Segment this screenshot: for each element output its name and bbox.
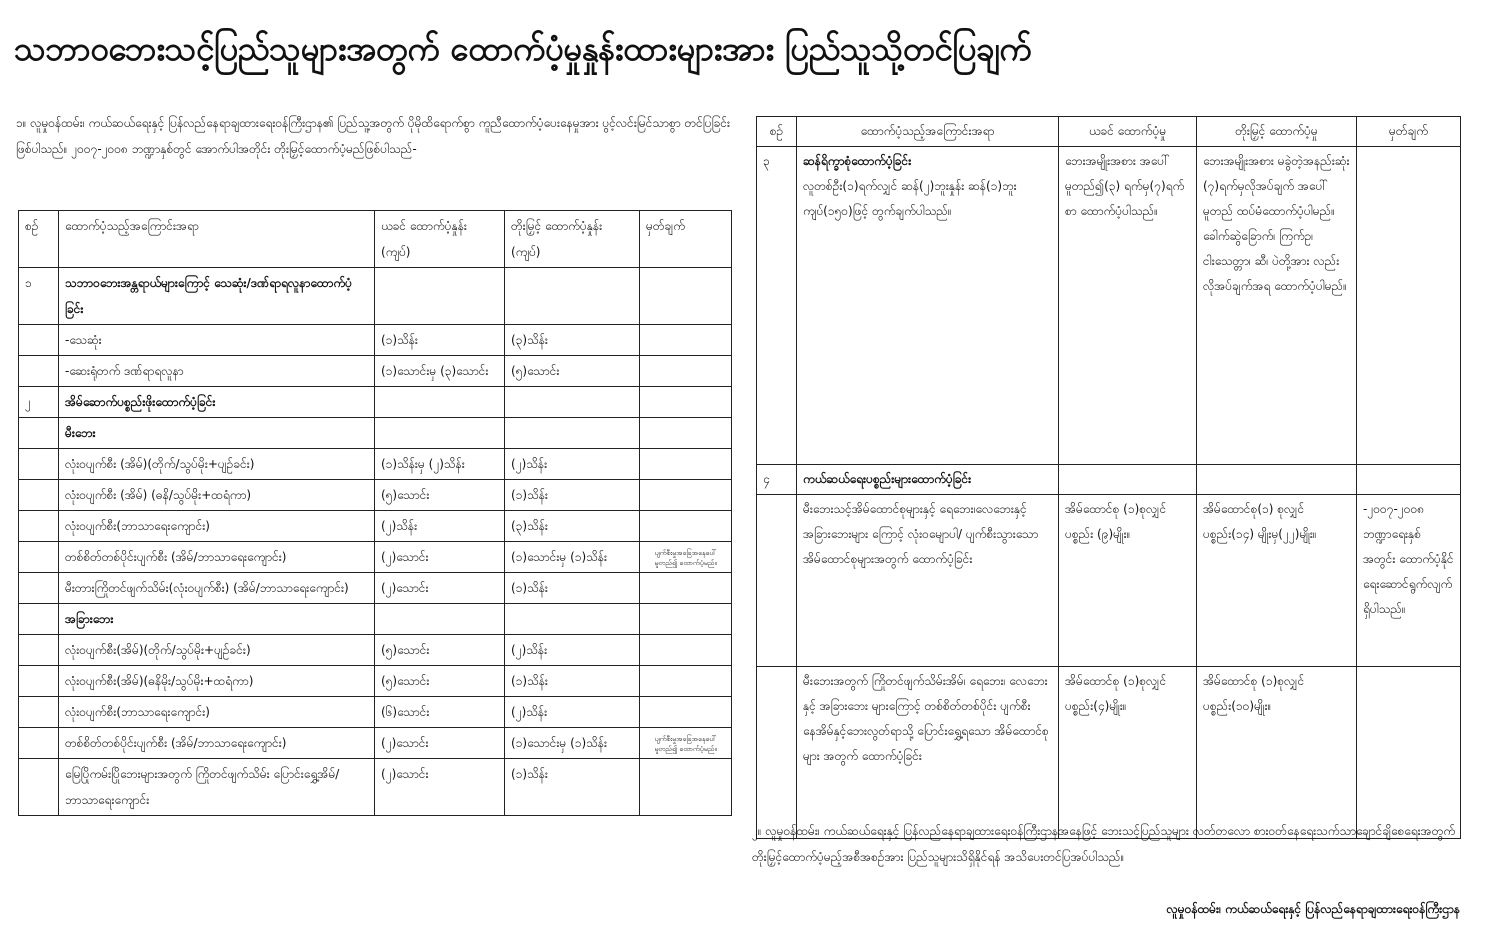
row-remark [1357, 465, 1461, 495]
row-old-rate: (၅)သောင်း [375, 480, 505, 511]
table-row [19, 635, 732, 666]
table-row [19, 666, 732, 697]
row-new-rate: (၁)သိန်း [505, 759, 640, 816]
row-old-rate: (၅)သောင်း [375, 666, 505, 697]
row-number [757, 667, 797, 839]
table-row [19, 759, 732, 816]
row-remark [640, 635, 732, 666]
row-item-cell [797, 667, 1059, 839]
ministry-signature: လူမှုဝန်ထမ်း၊ ကယ်ဆယ်ရေးနှင့် ပြန်လည်နေရာချထားရေးဝန်ကြီးဌာန [1166, 902, 1460, 916]
row-remark [640, 418, 732, 449]
row-new-rate [505, 268, 640, 325]
row-number [19, 542, 59, 573]
row-number [19, 666, 59, 697]
table-row [19, 697, 732, 728]
row-number [19, 635, 59, 666]
row-item: မီးတားကြိုတင်ဖျက်သိမ်း(လုံးဝပျက်စီး) (အိမ်/ဘာသာရေးကျောင်း) [59, 573, 375, 604]
row-item-heading: ကယ်ဆယ်ရေးပစ္စည်းများထောက်ပံ့ခြင်း [803, 472, 972, 486]
table-row [19, 511, 732, 542]
row-old-support [1059, 465, 1197, 495]
row-old-support: အိမ်ထောင်စု (၁)စုလျှင် ပစ္စည်း (၉)မျိုး။ [1059, 495, 1197, 667]
row-new-rate: (၃)သိန်း [505, 325, 640, 356]
row-item: အိမ်ဆောက်ပစ္စည်းဖိုးထောက်ပံ့ခြင်း [59, 387, 375, 418]
row-old-support: အိမ်ထောင်စု (၁)စုလျှင် ပစ္စည်း(၄)မျိုး။ [1059, 667, 1197, 839]
row-new-rate: (၂)သိန်း [505, 697, 640, 728]
row-new-support: အိမ်ထောင်စု (၁)စုလျှင် ပစ္စည်း(၁၀)မျိုး။ [1197, 667, 1357, 839]
row-item: တစ်စိတ်တစ်ပိုင်းပျက်စီး (အိမ်/ဘာသာရေးကျောင်း) [59, 728, 375, 759]
row-new-rate: (၁)သိန်း [505, 480, 640, 511]
row-remark [640, 449, 732, 480]
right-header-cell: ထောက်ပံ့သည့်အကြောင်းအရာ [797, 117, 1059, 147]
left-header-cell: ထောက်ပံ့သည့်အကြောင်းအရာ [59, 211, 375, 268]
table-row [757, 667, 1461, 839]
row-item: လူတစ်ဦး(၁)ရက်လျှင် ဆန်(၂)ဘူးနှုန်း ဆန်(၁)ဘူး ကျပ်(၁၅၀)ဖြင့် တွက်ချက်ပါသည်။ [803, 179, 1017, 218]
row-item: လုံးဝပျက်စီး(အိမ်)(ဓနိမိုး/သွပ်မိုး+ထရံကာ) [59, 666, 375, 697]
row-new-support: ဘေးအမျိုးအစား မခွဲတဲ့အနည်းဆုံး (၇)ရက်မှလိုအပ်ချက် အပေါ်မူတည် ထပ်မံထောက်ပံ့ပါမည်။ ခေါက်ဆွဲခြောက်၊ ကြက်ဥ၊ ငါးသေတ္တာ၊ ဆီ၊ ပဲတို့အား လည်းလိုအပ်ချက်အရ ထောက်ပံ့ပါမည်။ [1197, 147, 1357, 465]
row-item-cell [797, 465, 1059, 495]
row-item-heading: ဆန်ရိက္ခာစုံထောက်ပံ့ခြင်း [803, 154, 912, 168]
closing-paragraph: ၂။ လူမှုဝန်ထမ်း၊ ကယ်ဆယ်ရေးနှင့် ပြန်လည်နေရာချထားရေးဝန်ကြီးဌာနအနေဖြင့် ဘေးသင့်ပြည်သူများ လတ်တလော စားဝတ်နေရေးသက်သာချောင်ချိစေရေးအတွက် တိုးမြှင့်ထောက်ပံ့မည့်အစီအစဉ်အား ပြည်သူများသိရှိနိုင်ရန် အသိပေးတင်ပြအပ်ပါသည်။ [752, 824, 1456, 864]
row-old-rate: (၂)သိန်း [375, 511, 505, 542]
row-old-support: ဘေးအမျိုးအစား အပေါ် မူတည်၍(၃) ရက်မှ(၇)ရက်စာ ထောက်ပံ့ပါသည်။ [1059, 147, 1197, 465]
row-number: ၂ [19, 387, 59, 418]
row-old-rate [375, 418, 505, 449]
row-remark [640, 573, 732, 604]
left-table-body [19, 268, 732, 816]
row-remark [640, 697, 732, 728]
row-new-rate: (၁)သောင်းမှ (၁)သိန်း [505, 542, 640, 573]
row-old-rate: (၂)သောင်း [375, 542, 505, 573]
row-item: လုံးဝပျက်စီး (အိမ်) (ဓနိ/သွပ်မိုး+ထရံကာ) [59, 480, 375, 511]
row-old-rate: (၁)သိန်း [375, 325, 505, 356]
row-item: သဘာဝဘေးအန္တရာယ်များကြောင့် သေဆုံး/ဒဏ်ရာရလူနာထောက်ပံ့ခြင်း [59, 268, 375, 325]
row-remark: -၂၀၀၇-၂၀၀၈ ဘဏ္ဍာရေးနှစ် အတွင်း ထောက်ပံ့နိုင်ရေးဆောင်ရွက်လျက်ရှိပါသည်။ [1357, 495, 1461, 667]
row-new-rate: (၃)သိန်း [505, 511, 640, 542]
table-row [19, 356, 732, 387]
row-item: မြေပြိုကမ်းပြိုဘေးများအတွက် ကြိုတင်ဖျက်သိမ်း ပြောင်းရွှေ့အိမ်/ဘာသာရေးကျောင်း [59, 759, 375, 816]
table-row [19, 542, 732, 573]
row-new-rate: (၁)သိန်း [505, 666, 640, 697]
right-table-body [757, 147, 1461, 839]
row-remark: ပျက်စီးမှုအခြေအနေပေါ်မူတည်၍ ထောက်ပံ့မည်။ [640, 542, 732, 573]
left-header-cell: မှတ်ချက် [640, 211, 732, 268]
row-item: လုံးဝပျက်စီး(ဘာသာရေးကျောင်း) [59, 697, 375, 728]
row-old-rate: (၂)သောင်း [375, 573, 505, 604]
right-header-cell: စဉ် [757, 117, 797, 147]
row-item-cell [797, 495, 1059, 667]
table-row [19, 449, 732, 480]
row-remark [640, 604, 732, 635]
row-remark [640, 387, 732, 418]
row-number: ၃ [757, 147, 797, 465]
row-old-rate: (၅)သောင်း [375, 635, 505, 666]
right-header-cell: ယခင် ထောက်ပံ့မှု [1059, 117, 1197, 147]
row-number [19, 325, 59, 356]
row-remark [1357, 147, 1461, 465]
row-item: အခြားဘေး [59, 604, 375, 635]
left-header-cell: စဉ် [19, 211, 59, 268]
row-new-support: အိမ်ထောင်စု(၁) စုလျှင်ပစ္စည်း(၁၄) မျိုးမှ(၂၂)မျိုး။ [1197, 495, 1357, 667]
table-row [19, 728, 732, 759]
row-old-rate: (၁)သောင်းမှ (၃)သောင်း [375, 356, 505, 387]
row-number [757, 495, 797, 667]
table-row [19, 480, 732, 511]
intro-paragraph: ၁။ လူမှုဝန်ထမ်း၊ ကယ်ဆယ်ရေးနှင့် ပြန်လည်နေရာချထားရေးဝန်ကြီးဌာန၏ ပြည်သူ့အတွက် ပိုမိုထိရောက်စွာ ကူညီထောက်ပံ့ပေးနေမှုအား ပွင့်လင်းမြင်သာစွာ တင်ပြခြင်းဖြစ်ပါသည်။ ၂၀၀၇-၂၀၀၈ ဘဏ္ဍာနှစ်တွင် အောက်ပါအတိုင်း တိုးမြှင့်ထောက်ပံ့မည်ဖြစ်ပါသည်- [16, 116, 731, 156]
row-number: ၄ [757, 465, 797, 495]
row-new-rate: (၅)သောင်း [505, 356, 640, 387]
row-item: လုံးဝပျက်စီး(အိမ်)(တိုက်/သွပ်မိုး+ပျဉ်ခင်း) [59, 635, 375, 666]
row-new-rate [505, 387, 640, 418]
row-remark [1357, 667, 1461, 839]
row-remark [640, 268, 732, 325]
table-row [19, 387, 732, 418]
row-old-rate: (၂)သောင်း [375, 728, 505, 759]
right-rates-table [756, 116, 1461, 839]
row-old-rate [375, 604, 505, 635]
row-number [19, 418, 59, 449]
row-number [19, 697, 59, 728]
row-number [19, 511, 59, 542]
row-number [19, 728, 59, 759]
table-row [757, 147, 1461, 465]
row-remark: ပျက်စီးမှုအခြေအနေပေါ်မူတည်၍ ထောက်ပံ့မည်။ [640, 728, 732, 759]
row-number: ၁ [19, 268, 59, 325]
row-item: မီးဘေးသင့်အိမ်ထောင်စုများနှင့် ရေဘေး၊လေဘေးနှင့် အခြားဘေးများ ကြောင့် လုံးဝမျောပါ/ ပျက်စီးသွားသော အိမ်ထောင်စုများအတွက် ထောက်ပံ့ခြင်း [803, 502, 1039, 566]
table-row [757, 495, 1461, 667]
row-item: မီးဘေးအတွက် ကြိုတင်ဖျက်သိမ်းအိမ်၊ ရေဘေး၊ လေဘေးနှင့် အခြားဘေး များကြောင့် တစ်စိတ်တစ်ပိုင်း ပျက်စီး နေအိမ်နှင့်ဘေးလွတ်ရာသို့ ပြောင်းရွှေ့ရသော အိမ်ထောင်စုများ အတွက် ထောက်ပံ့ခြင်း [803, 674, 1049, 763]
right-header-cell: တိုးမြှင့် ထောက်ပံ့မှု [1197, 117, 1357, 147]
row-number [19, 573, 59, 604]
row-remark [640, 666, 732, 697]
table-row [19, 604, 732, 635]
row-new-rate: (၁)သိန်း [505, 573, 640, 604]
table-row [19, 268, 732, 325]
row-new-rate: (၁)သောင်းမှ (၁)သိန်း [505, 728, 640, 759]
row-remark [640, 759, 732, 816]
left-header-cell: ယခင် ထောက်ပံ့နှုန်း (ကျပ်) [375, 211, 505, 268]
row-number [19, 480, 59, 511]
row-item: -ဆေးရုံတက် ဒဏ်ရာရလူနာ [59, 356, 375, 387]
right-header-cell: မှတ်ချက် [1357, 117, 1461, 147]
left-header-cell: တိုးမြှင့် ထောက်ပံ့နှုန်း (ကျပ်) [505, 211, 640, 268]
row-new-support [1197, 465, 1357, 495]
left-rates-table [18, 210, 732, 816]
row-number [19, 604, 59, 635]
row-old-rate [375, 268, 505, 325]
table-row [19, 325, 732, 356]
row-number [19, 449, 59, 480]
row-new-rate [505, 418, 640, 449]
row-item: လုံးဝပျက်စီး (အိမ်)(တိုက်/သွပ်မိုး+ပျဉ်ခင်း) [59, 449, 375, 480]
row-number [19, 759, 59, 816]
row-new-rate [505, 604, 640, 635]
row-new-rate: (၂)သိန်း [505, 449, 640, 480]
right-table-header [757, 117, 1461, 147]
row-old-rate [375, 387, 505, 418]
row-old-rate: (၂)သောင်း [375, 759, 505, 816]
row-item: တစ်စိတ်တစ်ပိုင်းပျက်စီး (အိမ်/ဘာသာရေးကျောင်း) [59, 542, 375, 573]
table-row [757, 465, 1461, 495]
row-item: -သေဆုံး [59, 325, 375, 356]
row-old-rate: (၁)သိန်းမှ (၂)သိန်း [375, 449, 505, 480]
row-item-cell [797, 147, 1059, 465]
row-remark [640, 325, 732, 356]
row-new-rate: (၂)သိန်း [505, 635, 640, 666]
row-item: မီးဘေး [59, 418, 375, 449]
row-remark [640, 356, 732, 387]
table-row [19, 418, 732, 449]
row-remark [640, 480, 732, 511]
row-remark [640, 511, 732, 542]
row-number [19, 356, 59, 387]
row-old-rate: (၆)သောင်း [375, 697, 505, 728]
left-table-header [19, 211, 732, 268]
page-title: သဘာဝဘေးသင့်ပြည်သူများအတွက် ထောက်ပံ့မှုနှုန်းထားများအား ပြည်သူသို့တင်ပြချက် [14, 29, 1032, 68]
row-item: လုံးဝပျက်စီး(ဘာသာရေးကျောင်း) [59, 511, 375, 542]
table-row [19, 573, 732, 604]
